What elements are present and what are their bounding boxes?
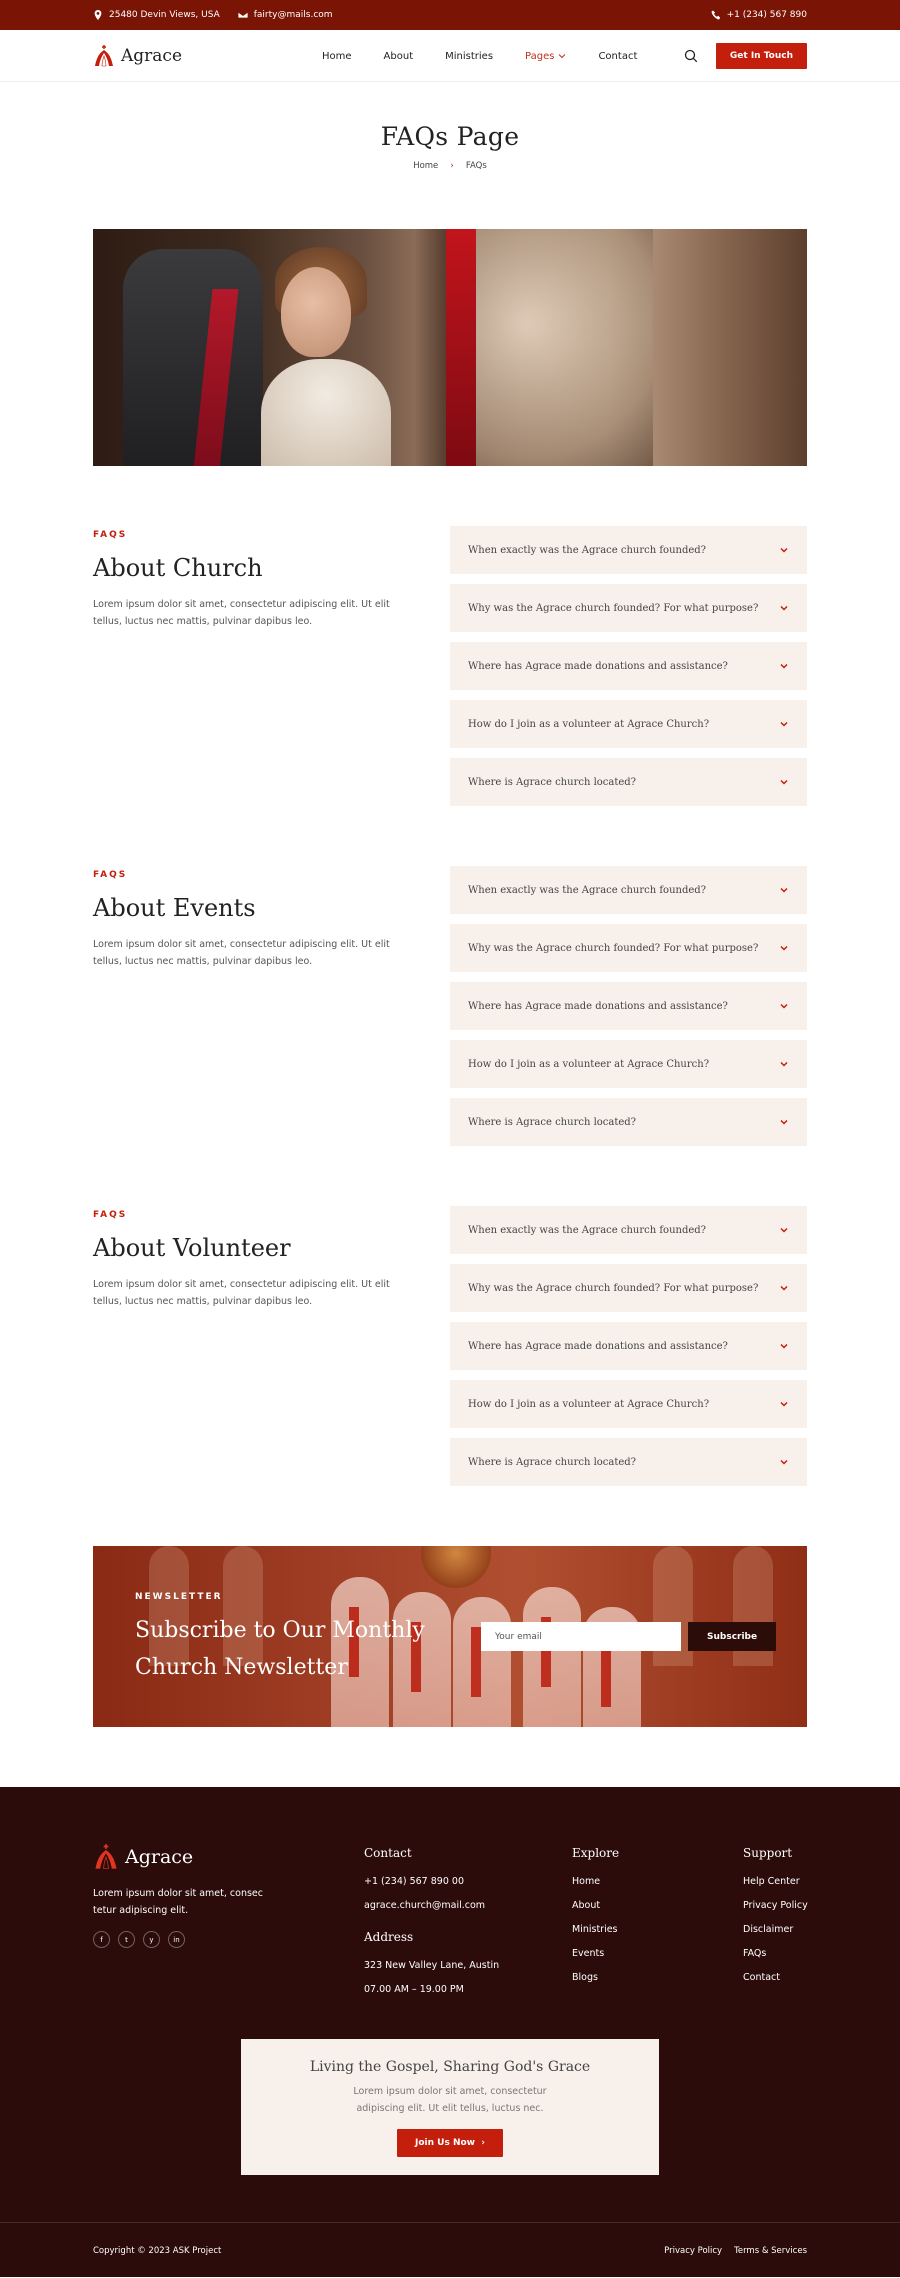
faq-item[interactable] <box>450 1040 807 1088</box>
footer-bottom-bar <box>0 2222 900 2277</box>
faq-item[interactable] <box>450 526 807 574</box>
faq-item[interactable] <box>450 1322 807 1370</box>
chevron-down-icon <box>558 52 566 60</box>
top-bar <box>0 0 900 30</box>
church-logo-icon <box>93 44 115 68</box>
faq-item[interactable] <box>450 1438 807 1486</box>
main-nav <box>322 51 637 62</box>
footer-link-blogs[interactable]: Blogs <box>572 1972 598 1983</box>
footer-link-privacy-policy[interactable]: Privacy Policy <box>743 1900 808 1911</box>
chevron-down-icon <box>779 1457 789 1467</box>
nav-contact[interactable]: Contact <box>598 50 638 62</box>
faq-item[interactable] <box>450 1206 807 1254</box>
faq-intro <box>93 866 450 1146</box>
faq-question: Why was the Agrace church founded? For what purpose? <box>468 942 759 954</box>
faq-question: Where has Agrace made donations and assistance? <box>468 1000 728 1012</box>
faq-eyebrow: FAQS <box>93 530 128 540</box>
nav-ministries[interactable]: Ministries <box>445 50 494 62</box>
faq-question: Where has Agrace made donations and assistance? <box>468 1340 728 1352</box>
footer-link-events[interactable]: Events <box>572 1948 605 1959</box>
faq-question: Why was the Agrace church founded? For what purpose? <box>468 1282 759 1294</box>
nav-about[interactable]: About <box>383 50 414 62</box>
footer-cta-card <box>241 2039 659 2175</box>
faq-intro <box>93 526 450 806</box>
faq-question: Where has Agrace made donations and assistance? <box>468 660 728 672</box>
map-pin-icon <box>93 10 103 20</box>
faq-question: Why was the Agrace church founded? For what purpose? <box>468 602 759 614</box>
newsletter-label: NEWSLETTER <box>135 1592 223 1602</box>
chevron-down-icon <box>779 1399 789 1409</box>
nav-pages[interactable] <box>525 51 566 62</box>
faq-question: How do I join as a volunteer at Agrace Church? <box>468 718 710 730</box>
faq-section-description: Lorem ipsum dolor sit amet, consectetur adipiscing elit. Ut elit tellus, luctus nec mattis, pulvinar dapibus leo. <box>93 599 390 627</box>
faq-item[interactable] <box>450 866 807 914</box>
search-icon[interactable] <box>684 49 698 63</box>
footer-link-ministries[interactable]: Ministries <box>572 1924 618 1935</box>
page-title-section <box>0 82 900 171</box>
faq-item[interactable] <box>450 642 807 690</box>
address-text: 25480 Devin Views, USA <box>109 10 220 20</box>
faq-question: Where is Agrace church located? <box>468 1456 637 1468</box>
faq-section <box>93 1206 807 1486</box>
email-item[interactable] <box>238 10 333 20</box>
chevron-down-icon <box>779 661 789 671</box>
faq-section <box>93 866 807 1146</box>
legal-links <box>664 2246 807 2256</box>
address-item <box>93 10 220 20</box>
footer-explore-heading: Explore <box>572 1846 620 1860</box>
phone-icon <box>711 10 721 20</box>
chevron-down-icon <box>779 777 789 787</box>
breadcrumb <box>0 161 900 171</box>
newsletter-email-input[interactable]: Your email <box>481 1622 681 1651</box>
nav-pages-label: Pages <box>525 50 555 62</box>
faq-accordion <box>450 866 807 1146</box>
faq-question: When exactly was the Agrace church founded? <box>468 1224 707 1236</box>
hero-image <box>93 229 807 466</box>
newsletter-title: Subscribe to Our Monthly Church Newsletter <box>135 1618 425 1680</box>
join-us-label: Join Us Now <box>415 2138 475 2148</box>
email-text[interactable]: fairty@mails.com <box>253 10 333 20</box>
chevron-right-icon: › <box>450 161 454 171</box>
footer-logo[interactable] <box>93 1843 364 1871</box>
privacy-policy-link[interactable]: Privacy Policy <box>664 2245 723 2256</box>
page-title: FAQs Page <box>380 122 520 151</box>
faq-section-title: About Church <box>93 554 263 582</box>
footer-contact-heading: Contact <box>364 1846 412 1860</box>
footer-link-home[interactable]: Home <box>572 1876 601 1887</box>
footer-contact <box>364 1843 572 1995</box>
faq-item[interactable] <box>450 1098 807 1146</box>
footer-logo-text: Agrace <box>125 1846 194 1868</box>
chevron-down-icon <box>779 1117 789 1127</box>
facebook-icon[interactable]: f <box>93 1931 110 1948</box>
logo-text: Agrace <box>121 46 183 66</box>
faq-item[interactable] <box>450 924 807 972</box>
faq-accordion <box>450 526 807 806</box>
twitter-icon[interactable]: t <box>118 1931 135 1948</box>
faq-question: How do I join as a volunteer at Agrace Church? <box>468 1398 710 1410</box>
chevron-down-icon <box>779 603 789 613</box>
phone-item[interactable] <box>711 10 807 20</box>
faq-section-description: Lorem ipsum dolor sit amet, consectetur adipiscing elit. Ut elit tellus, luctus nec mattis, pulvinar dapibus leo. <box>93 939 390 967</box>
faq-item[interactable] <box>450 758 807 806</box>
chevron-down-icon <box>779 545 789 555</box>
main-header <box>0 30 900 82</box>
terms-link[interactable]: Terms & Services <box>734 2245 807 2256</box>
church-logo-icon <box>93 1843 119 1871</box>
get-in-touch-button[interactable]: Get In Touch <box>716 43 807 69</box>
footer-link-disclaimer[interactable]: Disclaimer <box>743 1924 794 1935</box>
footer-cta-title: Living the Gospel, Sharing God's Grace <box>309 2059 591 2075</box>
faq-accordion <box>450 1206 807 1486</box>
footer-email[interactable]: agrace.church@mail.com <box>364 1900 486 1911</box>
footer-link-help-center[interactable]: Help Center <box>743 1876 800 1887</box>
chevron-down-icon <box>779 943 789 953</box>
footer-support-heading: Support <box>743 1846 793 1860</box>
faq-item[interactable] <box>450 700 807 748</box>
chevron-down-icon <box>779 1283 789 1293</box>
youtube-icon[interactable]: y <box>143 1931 160 1948</box>
nav-home[interactable]: Home <box>322 50 352 62</box>
chevron-down-icon <box>779 1001 789 1011</box>
footer-brand <box>93 1843 364 1995</box>
faq-question: How do I join as a volunteer at Agrace Church? <box>468 1058 710 1070</box>
footer-explore <box>572 1843 743 1995</box>
faq-eyebrow: FAQS <box>93 1210 128 1220</box>
newsletter-banner <box>93 1546 807 1727</box>
subscribe-button[interactable]: Subscribe <box>688 1622 776 1651</box>
faq-section-title: About Events <box>93 894 256 922</box>
chevron-down-icon <box>779 885 789 895</box>
chevron-right-icon: › <box>478 2138 485 2148</box>
chevron-down-icon <box>779 1341 789 1351</box>
footer-link-contact[interactable]: Contact <box>743 1972 780 1983</box>
breadcrumb-home[interactable]: Home <box>413 161 439 171</box>
footer-hours: 07.00 AM – 19.00 PM <box>364 1984 464 1995</box>
chevron-down-icon <box>779 1225 789 1235</box>
footer-link-about[interactable]: About <box>572 1900 601 1911</box>
faq-section <box>93 526 807 806</box>
chevron-down-icon <box>779 1059 789 1069</box>
linkedin-icon[interactable]: in <box>168 1931 185 1948</box>
join-us-button[interactable] <box>397 2129 503 2157</box>
phone-text[interactable]: +1 (234) 567 890 <box>726 10 807 20</box>
faq-section-description: Lorem ipsum dolor sit amet, consectetur adipiscing elit. Ut elit tellus, luctus nec mattis, pulvinar dapibus leo. <box>93 1279 390 1307</box>
faq-section-title: About Volunteer <box>93 1234 291 1262</box>
footer-phone[interactable]: +1 (234) 567 890 00 <box>364 1876 464 1887</box>
faq-intro <box>93 1206 450 1486</box>
faq-question: When exactly was the Agrace church founded? <box>468 544 707 556</box>
breadcrumb-current: FAQs <box>465 161 487 171</box>
footer <box>0 1787 900 2277</box>
faq-item[interactable] <box>450 1264 807 1312</box>
mail-icon <box>238 10 248 20</box>
faq-item[interactable] <box>450 982 807 1030</box>
faq-question: Where is Agrace church located? <box>468 776 637 788</box>
footer-cta-text: Lorem ipsum dolor sit amet, consectetur adipiscing elit. Ut elit tellus, luctus nec. <box>353 2086 547 2114</box>
faq-item[interactable] <box>450 1380 807 1428</box>
social-links <box>93 1931 364 1948</box>
footer-link-faqs[interactable]: FAQs <box>743 1948 767 1959</box>
faq-question: When exactly was the Agrace church founded? <box>468 884 707 896</box>
faq-eyebrow: FAQS <box>93 870 128 880</box>
footer-support <box>743 1843 807 1995</box>
faq-question: Where is Agrace church located? <box>468 1116 637 1128</box>
footer-address-heading: Address <box>364 1930 414 1944</box>
footer-description: Lorem ipsum dolor sit amet, consec tetur adipiscing elit. <box>93 1888 263 1916</box>
copyright: Copyright © 2023 ASK Project <box>93 2245 222 2256</box>
chevron-down-icon <box>779 719 789 729</box>
logo[interactable] <box>93 44 182 68</box>
faq-item[interactable] <box>450 584 807 632</box>
newsletter-form <box>481 1622 776 1651</box>
footer-address: 323 New Valley Lane, Austin <box>364 1960 500 1971</box>
